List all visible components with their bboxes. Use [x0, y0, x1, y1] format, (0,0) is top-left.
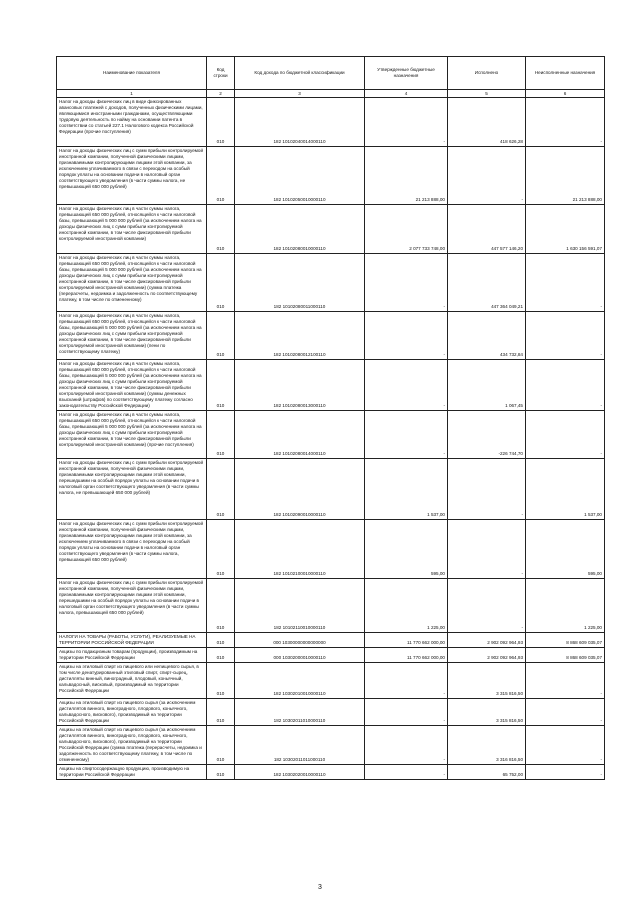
row-kbk: 182 10102110010000110 [235, 579, 365, 633]
column-number: 3 [235, 90, 365, 98]
row-kbk: 182 10102080013000110 [235, 360, 365, 411]
row-executed: 1 067,45 [448, 360, 526, 411]
row-kbk: 000 10300000000000000 [235, 633, 365, 648]
row-code: 010 [207, 579, 235, 633]
report-sheet [56, 56, 604, 780]
row-kbk: 182 10102080011000110 [235, 254, 365, 312]
column-number: 4 [365, 90, 448, 98]
row-approved: - [365, 360, 448, 411]
row-executed: 447 364 049,21 [448, 254, 526, 312]
table-row [57, 633, 605, 648]
row-kbk: 182 10102080014000110 [235, 411, 365, 459]
row-code: 010 [207, 765, 235, 780]
row-code: 010 [207, 254, 235, 312]
row-name: Налог на доходы физических лиц с сумм прибыли контролируемой иностранной компании, полученной физическими лицами, признаваемыми контролирующими лицами этой компании, перешедшими на особый порядок уплаты на основании подачи в налоговый орган соответствующего уведомления (в части суммы налога, превышающей 650 000 рублей) [57, 579, 207, 633]
row-unexecuted: - [526, 98, 605, 147]
table-header-row [57, 57, 605, 90]
row-kbk: 182 10102080010000110 [235, 205, 365, 254]
row-kbk: 182 10102090010000110 [235, 459, 365, 520]
row-kbk: 182 10102050010000110 [235, 147, 365, 205]
row-name: Налог на доходы физических лиц в части суммы налога, превышающей 650 000 рублей, относящейся к части налоговой базы, превышающей 5 000 000 рублей (за исключением налога на доходы физических лиц с сумм прибыли контролируемой иностранной компании, в том числе фиксированной прибыли контролируемой иностранной компании) (прочие поступления) [57, 411, 207, 459]
row-approved: - [365, 765, 448, 780]
table-row [57, 147, 605, 205]
row-code: 010 [207, 98, 235, 147]
header-code: Код строки [207, 57, 235, 90]
row-approved: 2 077 733 748,00 [365, 205, 448, 254]
row-unexecuted: 595,00 [526, 520, 605, 579]
table-row [57, 205, 605, 254]
row-code: 010 [207, 147, 235, 205]
row-kbk: 182 10102040014000110 [235, 98, 365, 147]
row-name: Акцизы на этиловый спирт из пищевого или непищевого сырья, в том числе денатурированный этиловый спирт, спирт-сырец, дистилляты винный, виноградный, плодовый, коньячный, кальвадосный, висковый, производимый на территории Российской Федерации [57, 663, 207, 699]
table-row [57, 663, 605, 699]
row-name: Акцизы на спиртосодержащую продукцию, производимую на территории Российской Федерации [57, 765, 207, 780]
row-approved: 21 213 888,00 [365, 147, 448, 205]
table-row [57, 459, 605, 520]
header-executed: Исполнено [448, 57, 526, 90]
row-approved: - [365, 254, 448, 312]
row-code: 010 [207, 648, 235, 663]
revenue-table [56, 56, 605, 780]
table-row [57, 726, 605, 765]
row-executed: 434 732,84 [448, 312, 526, 360]
row-executed: 447 577 146,20 [448, 205, 526, 254]
column-number: 2 [207, 90, 235, 98]
header-kbk: Код дохода по бюджетной классификации [235, 57, 365, 90]
row-executed: 3 315 816,50 [448, 699, 526, 726]
row-unexecuted: 8 868 609 035,07 [526, 633, 605, 648]
row-code: 010 [207, 663, 235, 699]
row-unexecuted: 8 868 609 035,07 [526, 648, 605, 663]
column-number: 5 [448, 90, 526, 98]
row-unexecuted: 1 630 156 591,07 [526, 205, 605, 254]
row-approved: - [365, 411, 448, 459]
row-code: 010 [207, 699, 235, 726]
table-row [57, 648, 605, 663]
row-approved: - [365, 312, 448, 360]
row-kbk: 182 10302011011000110 [235, 726, 365, 765]
table-row [57, 520, 605, 579]
row-name: Налог на доходы физических лиц с сумм прибыли контролируемой иностранной компании, полученной физическими лицами, признаваемыми контролирующими лицами этой компании, перешедшими на особый порядок уплаты на основании подачи в налоговый орган соответствующего уведомления (в части суммы налога, не превышающей 650 000 рублей) [57, 459, 207, 520]
page-number: 3 [318, 884, 322, 891]
table-row [57, 312, 605, 360]
row-executed: - [448, 520, 526, 579]
row-executed: 2 902 092 964,93 [448, 633, 526, 648]
row-executed: 3 316 816,50 [448, 726, 526, 765]
row-code: 010 [207, 360, 235, 411]
row-code: 010 [207, 459, 235, 520]
row-name: Акцизы по подакцизным товарам (продукции), производимым на территории Российской Федерации [57, 648, 207, 663]
row-code: 010 [207, 411, 235, 459]
row-executed: - [448, 147, 526, 205]
row-executed: 3 315 816,50 [448, 663, 526, 699]
table-row [57, 579, 605, 633]
row-code: 010 [207, 633, 235, 648]
row-kbk: 000 10302000010000110 [235, 648, 365, 663]
row-name: Налог на доходы физических лиц в части суммы налога, превышающей 650 000 рублей, относящейся к части налоговой базы, превышающей 5 000 000 рублей (за исключением налога на доходы физических лиц с сумм прибыли контролируемой иностранной компании, в том числе фиксированной прибыли контролируемой иностранной компании) (сумма платежа (перерасчеты, недоимка и задолженность по соответствующему платежу, в том числе по отмененному) [57, 254, 207, 312]
row-executed: 65 752,00 [448, 765, 526, 780]
table-row [57, 699, 605, 726]
row-approved: - [365, 98, 448, 147]
column-number: 6 [526, 90, 605, 98]
table-row [57, 765, 605, 780]
row-code: 010 [207, 312, 235, 360]
table-row [57, 254, 605, 312]
row-executed: - [448, 459, 526, 520]
row-unexecuted: - [526, 699, 605, 726]
row-unexecuted: - [526, 663, 605, 699]
row-unexecuted: - [526, 765, 605, 780]
row-unexecuted: - [526, 254, 605, 312]
row-approved: - [365, 726, 448, 765]
row-name: Акцизы на этиловый спирт из пищевого сырья (за исключением дистиллятов винного, виноградного, плодового, коньячного, кальвадосного, вискового), производимый на территории Российской Федерации (сумма платежа (перерасчеты, недоимка и задолженность по соответствующему платежу, в том числе по отмененному) [57, 726, 207, 765]
column-number-row [57, 90, 605, 98]
row-executed: - [448, 579, 526, 633]
column-number: 1 [57, 90, 207, 98]
table-row [57, 411, 605, 459]
row-kbk: 182 10102100010000110 [235, 520, 365, 579]
row-executed: 418 626,28 [448, 98, 526, 147]
row-name: Налог на доходы физических лиц в части суммы налога, превышающей 650 000 рублей, относящейся к части налоговой базы, превышающей 5 000 000 рублей (за исключением налога на доходы физических лиц с сумм прибыли контролируемой иностранной компании, в том числе фиксированной прибыли контролируемой иностранной компании) [57, 205, 207, 254]
row-name: Налог на доходы физических лиц в части суммы налога, превышающей 650 000 рублей, относящейся к части налоговой базы, превышающей 5 000 000 рублей (за исключением налога на доходы физических лиц с сумм прибыли контролируемой иностранной компании, в том числе фиксированной прибыли контролируемой иностранной компании) (пени по соответствующему платежу) [57, 312, 207, 360]
row-approved: 1 537,00 [365, 459, 448, 520]
row-kbk: 182 10302020010000110 [235, 765, 365, 780]
row-approved: 595,00 [365, 520, 448, 579]
row-approved: - [365, 699, 448, 726]
row-unexecuted: - [526, 411, 605, 459]
row-code: 010 [207, 205, 235, 254]
row-name: НАЛОГИ НА ТОВАРЫ (РАБОТЫ, УСЛУГИ), РЕАЛИЗУЕМЫЕ НА ТЕРРИТОРИИ РОССИЙСКОЙ ФЕДЕРАЦИИ [57, 633, 207, 648]
table-body [57, 98, 605, 780]
row-name: Налог на доходы физических лиц в части суммы налога, превышающей 650 000 рублей, относящейся к части налоговой базы, превышающей 5 000 000 рублей (за исключением налога на доходы физических лиц с сумм прибыли контролируемой иностранной компании, в том числе фиксированной прибыли контролируемой иностранной компании) (суммы денежных взысканий (штрафов) по соответствующему платежу согласно законодательству Российской Федерации) [57, 360, 207, 411]
row-name: Налог на доходы физических лиц с сумм прибыли контролируемой иностранной компании, полученной физическими лицами, признаваемыми контролирующими лицами этой компании, за исключением уплачиваемого в связи с переходом на особый порядок уплаты на основании подачи в налоговый орган соответствующего уведомления (в части суммы налога, превышающей 650 000 рублей) [57, 520, 207, 579]
row-unexecuted: - [526, 360, 605, 411]
row-approved: - [365, 663, 448, 699]
row-approved: 11 770 662 000,00 [365, 648, 448, 663]
row-code: 010 [207, 520, 235, 579]
row-executed: 2 902 092 964,93 [448, 648, 526, 663]
table-row [57, 360, 605, 411]
row-approved: 11 770 662 000,00 [365, 633, 448, 648]
row-unexecuted: 21 213 888,00 [526, 147, 605, 205]
row-unexecuted: 1 225,00 [526, 579, 605, 633]
row-code: 010 [207, 726, 235, 765]
row-kbk: 182 10102080012100110 [235, 312, 365, 360]
table-row [57, 98, 605, 147]
row-name: Акцизы на этиловый спирт из пищевого сырья (за исключением дистиллятов винного, виноградного, плодового, коньячного, кальвадосного, вискового), производимый на территории Российской Федерации [57, 699, 207, 726]
row-approved: 1 225,00 [365, 579, 448, 633]
row-unexecuted: - [526, 312, 605, 360]
header-name: Наименование показателя [57, 57, 207, 90]
row-unexecuted: - [526, 726, 605, 765]
row-name: Налог на доходы физических лиц с сумм прибыли контролируемой иностранной компании, полученной физическими лицами, признаваемыми контролирующими лицами этой компании, за исключением уплачиваемого в связи с переходом на особый порядок уплаты на основании подачи в налоговый орган соответствующего уведомления (в части суммы налога, не превышающей 650 000 рублей) [57, 147, 207, 205]
row-kbk: 182 10302010010000110 [235, 663, 365, 699]
row-name: Налог на доходы физических лиц в виде фиксированных авансовых платежей с доходов, полученных физическими лицами, являющимися иностранными гражданами, осуществляющими трудовую деятельность по найму на основании патента в соответствии со статьей 227.1 Налогового кодекса Российской Федерации (прочие поступления) [57, 98, 207, 147]
header-unexecuted: Неисполненные назначения [526, 57, 605, 90]
header-approved: Утвержденные бюджетные назначения [365, 57, 448, 90]
row-executed: -226 744,70 [448, 411, 526, 459]
row-kbk: 182 10302011010000110 [235, 699, 365, 726]
row-unexecuted: 1 537,00 [526, 459, 605, 520]
